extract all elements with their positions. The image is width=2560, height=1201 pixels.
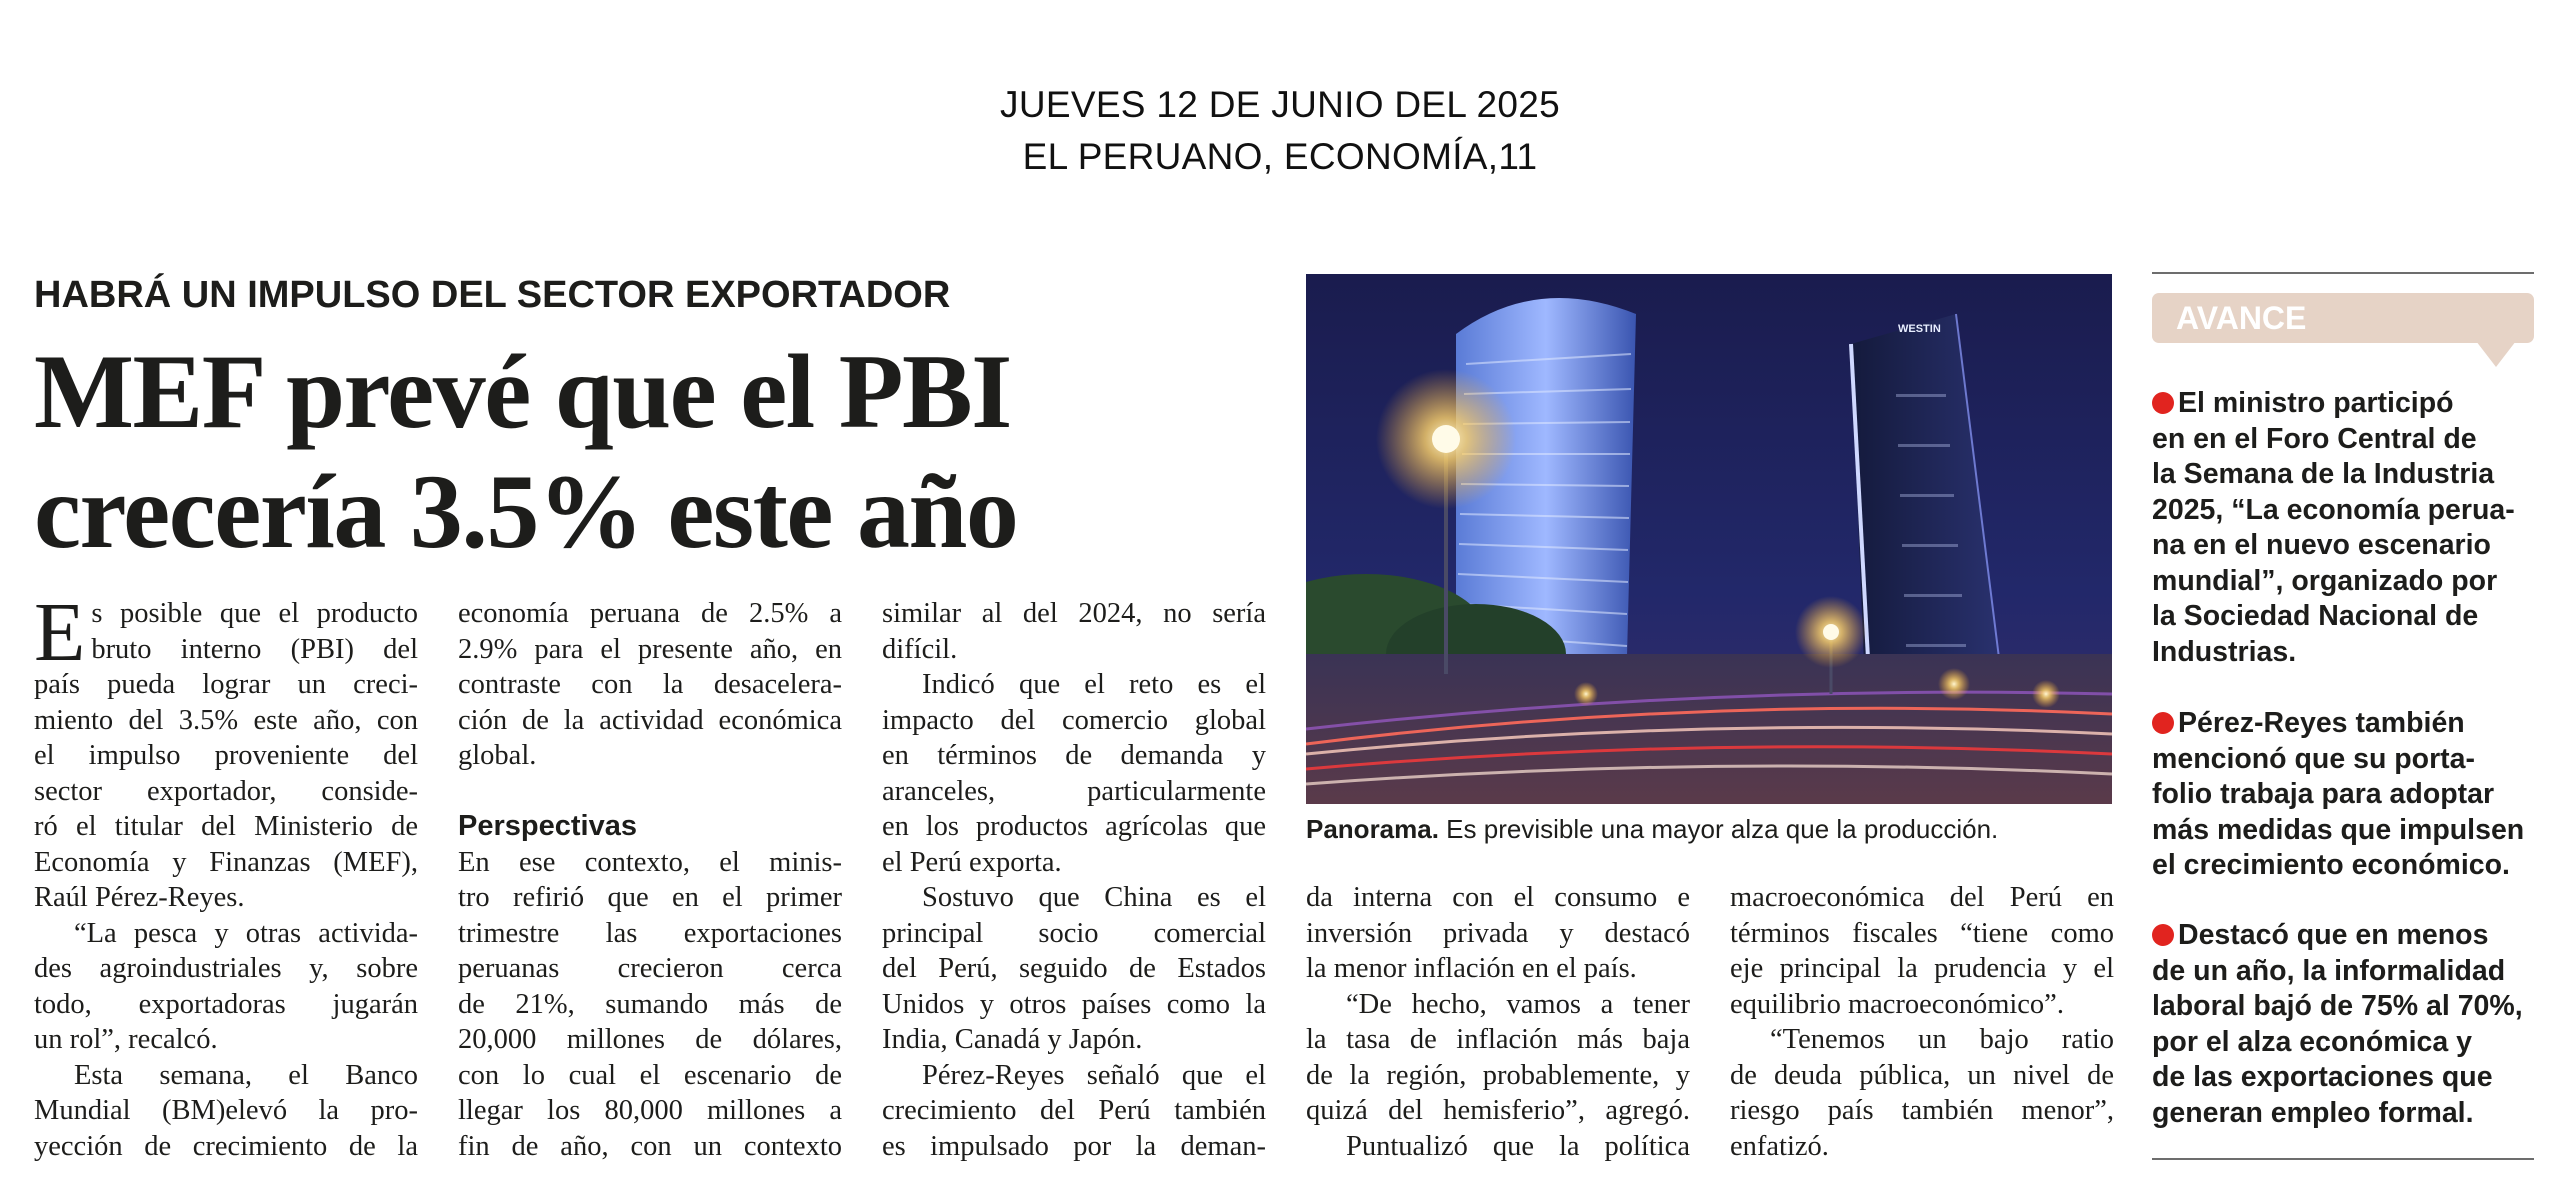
body-column-1: [34, 586, 418, 1164]
body-line: Esta semana, el Banco: [74, 1059, 418, 1091]
body-line: principal socio comercial: [882, 917, 1266, 949]
sidebar-bullet-3: [2152, 918, 2542, 1131]
body-line: crecimiento del Perú también: [882, 1095, 1266, 1126]
body-line: economía peruana de 2.5% a: [458, 598, 842, 629]
body-line: el impulso proveniente del: [34, 740, 418, 771]
body-line: riesgo país también menor”,: [1730, 1095, 2114, 1126]
bullet-line: Industrias.: [2152, 635, 2297, 668]
body-line: Mundial (BM)elevó la pro-: [34, 1095, 418, 1126]
body-column-3: [882, 596, 1266, 1164]
body-line: Pérez-Reyes señaló que el: [922, 1059, 1266, 1091]
body-line: [458, 774, 842, 810]
body-line: el Perú exporta.: [882, 846, 1062, 878]
body-line: peruanas crecieron cerca: [458, 953, 842, 984]
caption-label: Panorama.: [1306, 814, 1439, 844]
bullet-line: en en el Foro Central de: [2152, 422, 2477, 455]
body-line: la tasa de inflación más baja: [1306, 1024, 1690, 1055]
body-line: del Perú, seguido de Estados: [882, 953, 1266, 984]
body-line: macroeconómica del Perú en: [1730, 882, 2114, 913]
bullet-line: más medidas que impulsen: [2152, 813, 2525, 846]
body-line: de deuda pública, un nivel de: [1730, 1059, 2114, 1091]
body-line: ró el titular del Ministerio de: [34, 811, 418, 842]
bullet-line: na en el nuevo escenario: [2152, 529, 2491, 561]
article-kicker: HABRÁ UN IMPULSO DEL SECTOR EXPORTADOR: [34, 274, 951, 316]
bullet-line: Pérez-Reyes también: [2178, 707, 2465, 739]
bullet-line: 2025, “La economía perua-: [2152, 493, 2515, 526]
body-line: des agroindustriales y, sobre: [34, 953, 418, 984]
article-photo: [1306, 274, 2112, 804]
body-line: enfatizó.: [1730, 1130, 1829, 1162]
headline-line: crecería 3.5% este año: [34, 453, 1018, 570]
bullet-line: folio trabaja para adoptar: [2152, 778, 2495, 810]
body-line: s posible que el producto: [91, 598, 418, 629]
body-line: quizá del hemisferio”, agregó.: [1306, 1095, 1690, 1126]
body-line: en términos de demanda y: [882, 740, 1266, 771]
body-line: sector exportador, conside-: [34, 775, 418, 807]
body-line: yección de crecimiento de la: [34, 1130, 418, 1162]
body-column-4: [1306, 880, 1690, 1164]
body-line: en los productos agrícolas que: [882, 811, 1266, 842]
body-line: Unidos y otros países como la: [882, 988, 1266, 1020]
body-line: ción de la actividad económica: [458, 704, 842, 736]
headline-line: MEF prevé que el PBI: [34, 333, 1011, 450]
bullet-line: el crecimiento económico.: [2152, 849, 2510, 881]
subheading: Perspectivas: [458, 810, 637, 842]
body-line: inversión privada y destacó: [1306, 917, 1690, 949]
sidebar-tag: AVANCE: [2152, 293, 2534, 343]
date-line: JUEVES 12 DE JUNIO DEL 2025: [1000, 84, 1560, 125]
body-line: “Tenemos un bajo ratio: [1770, 1024, 2114, 1055]
body-line: es impulsado por la deman-: [882, 1130, 1266, 1162]
bullet-line: mencionó que su porta-: [2152, 742, 2476, 775]
body-line: contraste con la desacelera-: [458, 669, 842, 700]
body-line: Puntualizó que la política: [1346, 1130, 1690, 1162]
body-line: impacto del comercio global: [882, 704, 1266, 736]
body-line: un rol”, recalcó.: [34, 1024, 218, 1055]
bullet-line: la Semana de la Industria: [2152, 458, 2495, 490]
bullet-line: de un año, la informalidad: [2152, 954, 2506, 987]
body-line: Indicó que el reto es el: [922, 669, 1266, 700]
body-line: 20,000 millones de dólares,: [458, 1024, 842, 1055]
bullet-line: la Sociedad Nacional de: [2152, 600, 2479, 632]
body-line: de la región, probablemente, y: [1306, 1059, 1690, 1091]
tag-tail-shape: [2476, 341, 2516, 367]
caption-text: Es previsible una mayor alza que la producción.: [1438, 814, 1999, 844]
article-headline: [34, 332, 1294, 572]
body-line: equilibrio macroeconómico”.: [1730, 988, 2064, 1020]
body-line: miento del 3.5% este año, con: [34, 704, 418, 736]
body-line: aranceles, particularmente: [882, 775, 1266, 807]
drop-cap: E: [34, 586, 86, 679]
bullet-line: generan empleo formal.: [2152, 1096, 2474, 1129]
bullet-line: laboral bajó de 75% al 70%,: [2152, 990, 2523, 1022]
body-line: eje principal la prudencia y el: [1730, 953, 2114, 984]
body-line: 2.9% para el presente año, en: [458, 633, 842, 665]
bullet-line: de las exportaciones que: [2152, 1061, 2493, 1093]
body-line: “La pesca y otras activida-: [74, 917, 418, 949]
sidebar-bullet-1: [2152, 386, 2542, 670]
bullet-line: Destacó que en menos: [2178, 919, 2489, 951]
red-bullet-icon: [2152, 712, 2174, 734]
bullet-line: por el alza económica y: [2152, 1025, 2472, 1058]
body-line: llegar los 80,000 millones a: [458, 1095, 842, 1126]
bullet-line: El ministro participó: [2178, 387, 2454, 419]
body-line: similar al del 2024, no sería: [882, 598, 1266, 629]
body-column-5: [1730, 880, 2114, 1164]
body-line: India, Canadá y Japón.: [882, 1024, 1143, 1055]
section-line: EL PERUANO, ECONOMÍA,11: [1022, 136, 1538, 177]
body-column-2: [458, 596, 842, 1164]
body-line: Raúl Pérez-Reyes.: [34, 882, 245, 913]
body-line: “De hecho, vamos a tener: [1346, 988, 1690, 1020]
body-line: da interna con el consumo e: [1306, 882, 1690, 913]
sidebar-top-rule: [2152, 272, 2534, 274]
body-line: todo, exportadoras jugarán: [34, 988, 418, 1020]
body-line: país pueda lograr un creci-: [34, 669, 418, 700]
body-line: global.: [458, 740, 537, 771]
body-line: difícil.: [882, 633, 958, 665]
body-line: la menor inflación en el país.: [1306, 953, 1637, 984]
red-bullet-icon: [2152, 924, 2174, 946]
body-line: Sostuvo que China es el: [922, 882, 1266, 913]
body-line: tro refirió que en el primer: [458, 882, 842, 913]
body-line: En ese contexto, el minis-: [458, 846, 842, 878]
photo-caption: [1306, 812, 2112, 846]
body-line: fin de año, con un contexto: [458, 1130, 842, 1162]
building-sign: WESTIN: [1898, 323, 1941, 335]
body-line: Economía y Finanzas (MEF),: [34, 846, 418, 878]
body-line: de 21%, sumando más de: [458, 988, 842, 1020]
red-bullet-icon: [2152, 392, 2174, 414]
city-night-photo: [1306, 274, 2112, 804]
sidebar-bottom-rule: [2152, 1158, 2534, 1160]
body-line: bruto interno (PBI) del: [91, 633, 418, 665]
body-line: con lo cual el escenario de: [458, 1059, 842, 1091]
sidebar-bullet-2: [2152, 706, 2542, 884]
body-line: trimestre las exportaciones: [458, 917, 842, 949]
bullet-line: mundial”, organizado por: [2152, 564, 2498, 597]
body-line: términos fiscales “tiene como: [1730, 917, 2114, 949]
